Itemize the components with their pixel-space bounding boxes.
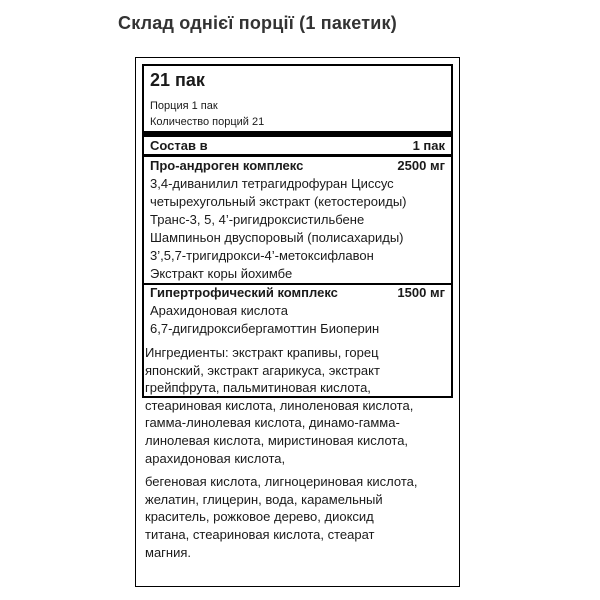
group1-name: Про-андроген комплекс	[150, 158, 304, 173]
amount-header-row	[150, 138, 445, 153]
group1-item: Экстракт коры йохимбе	[150, 266, 293, 281]
ingredients-line: японский, экстракт агарикуса, экстракт	[145, 362, 380, 378]
serving-size: Порция 1 пак	[150, 100, 218, 112]
ingredients-line: бегеновая кислота, лигноцериновая кислота,	[145, 474, 418, 490]
group1-item: 3’,5,7-тригидрокси-4’-метоксифлавон	[150, 248, 374, 263]
ingredients-line: краситель, рожковое дерево, диоксид	[145, 509, 374, 525]
group2-item: Арахидоновая кислота	[150, 303, 288, 318]
ingredients-line: арахидоновая кислота,	[145, 450, 286, 466]
group1-item: 3,4-диванилил тетрагидрофуран Циссус	[150, 176, 394, 191]
ingredients-line: желатин, глицерин, вода, карамельный	[145, 491, 383, 507]
group1-item: Шампиньон двуспоровый (полисахариды)	[150, 230, 404, 245]
amount-header-value: 1 пак	[412, 138, 445, 153]
ingredients-line: титана, стеариновая кислота, стеарат	[145, 526, 375, 542]
page-heading: Склад однієї порції (1 пакетик)	[118, 13, 397, 33]
group1-item: четырехугольный экстракт (кетостероиды)	[150, 194, 407, 209]
group1-amount: 2500 мг	[397, 158, 445, 173]
thick-divider	[144, 131, 451, 137]
servings-count: Количество порций 21	[150, 116, 265, 128]
ingredients-line: линолевая кислота, миристиновая кислота,	[145, 432, 409, 448]
group2-item: 6,7-дигидроксибергамоттин Биоперин	[150, 321, 380, 336]
serving-title: 21 пак	[150, 70, 205, 90]
ingredients-line: Ингредиенты: экстракт крапивы, горец	[145, 345, 379, 360]
ingredients-line: грейпфрута, пальмитиновая кислота,	[145, 380, 371, 396]
ingredients-line: стеариновая кислота, линоленовая кислота,	[145, 397, 414, 413]
ingredients-text	[145, 344, 457, 561]
amount-header-label: Состав в	[150, 138, 208, 153]
supplement-facts-panel	[135, 57, 460, 587]
group1-row	[150, 158, 445, 173]
divider	[144, 154, 451, 157]
group1-item: Транс-3, 5, 4’-ригидроксистильбене	[150, 212, 365, 227]
group2-name: Гипертрофический комплекс	[150, 285, 338, 300]
ingredients-line: магния.	[145, 544, 192, 560]
ingredients-line: гамма-линолевая кислота, динамо-гамма-	[145, 415, 400, 431]
group2-row	[150, 285, 445, 300]
group2-amount: 1500 мг	[397, 285, 445, 300]
